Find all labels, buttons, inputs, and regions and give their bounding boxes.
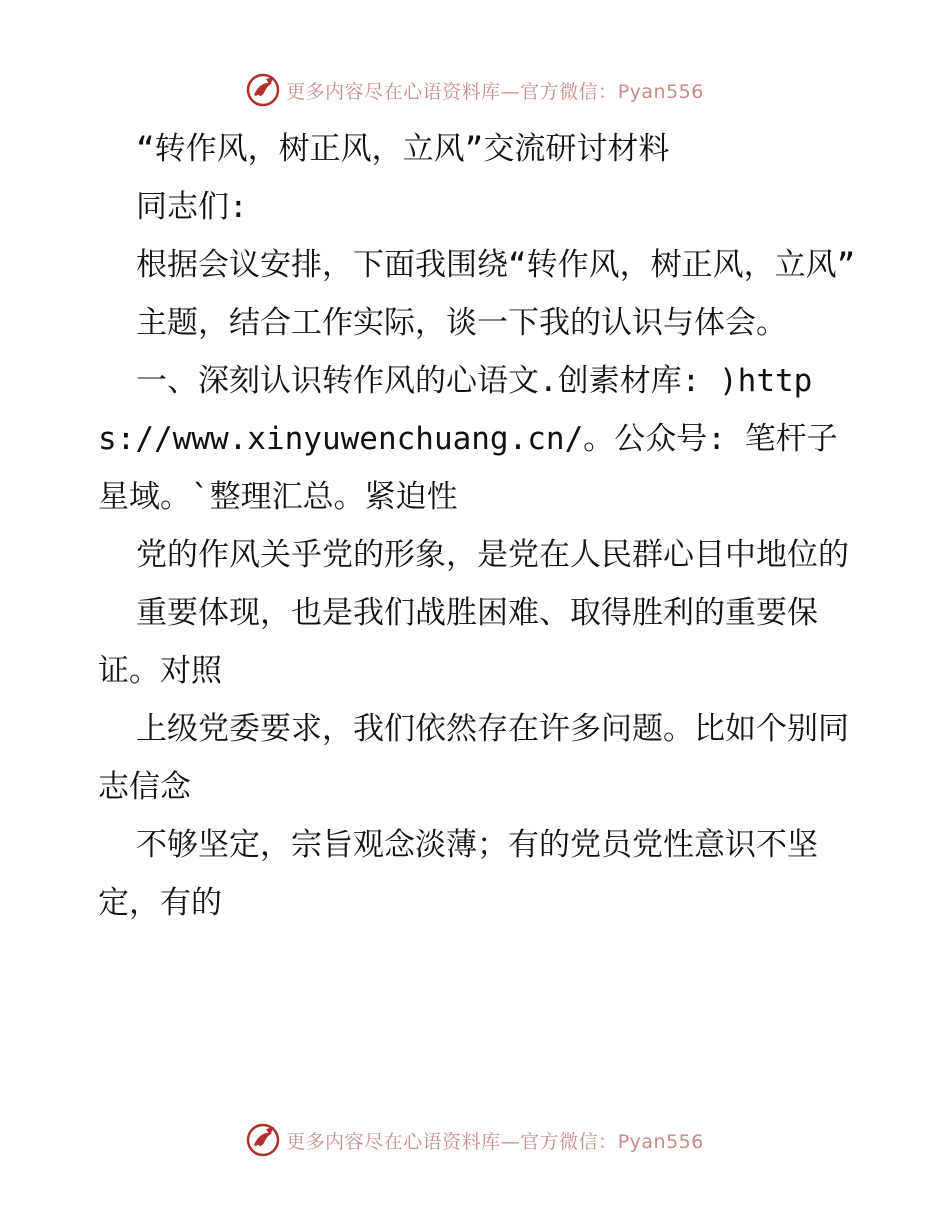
banner-text: 更多内容尽在心语资料库—官方微信：Pyan556 (286, 1130, 704, 1153)
paragraph: 根据会议安排，下面我围绕“转作风，树正风，立风” (136, 247, 856, 283)
xinyu-logo-icon (246, 1123, 280, 1157)
paragraph: 上级党委要求，我们依然存在许多问题。比如个别同志信念 (98, 711, 849, 805)
document-body (98, 120, 858, 932)
footer-banner (0, 1120, 950, 1160)
paragraph: 党的作风关乎党的形象，是党在人民群心目中地位的 (136, 537, 849, 573)
paragraph: 不够坚定，宗旨观念淡薄；有的党员党性意识不坚定，有的 (98, 827, 818, 921)
salutation: 同志们: (136, 189, 248, 225)
xinyu-logo-icon (246, 73, 280, 107)
document-title: “转作风，树正风，立风”交流研讨材料 (136, 131, 670, 167)
header-banner (0, 70, 950, 110)
paragraph: 主题，结合工作实际，谈一下我的认识与体会。 (136, 305, 787, 341)
paragraph: 重要体现，也是我们战胜困难、取得胜利的重要保证。对照 (98, 595, 818, 689)
banner-text: 更多内容尽在心语资料库—官方微信：Pyan556 (286, 80, 704, 103)
section-heading: 一、深刻认识转作风的心语文.创素材库: )https://www.xinyuwenchuang.cn/。公众号: 笔杆子星域。`整理汇总。紧迫性 (98, 363, 838, 515)
